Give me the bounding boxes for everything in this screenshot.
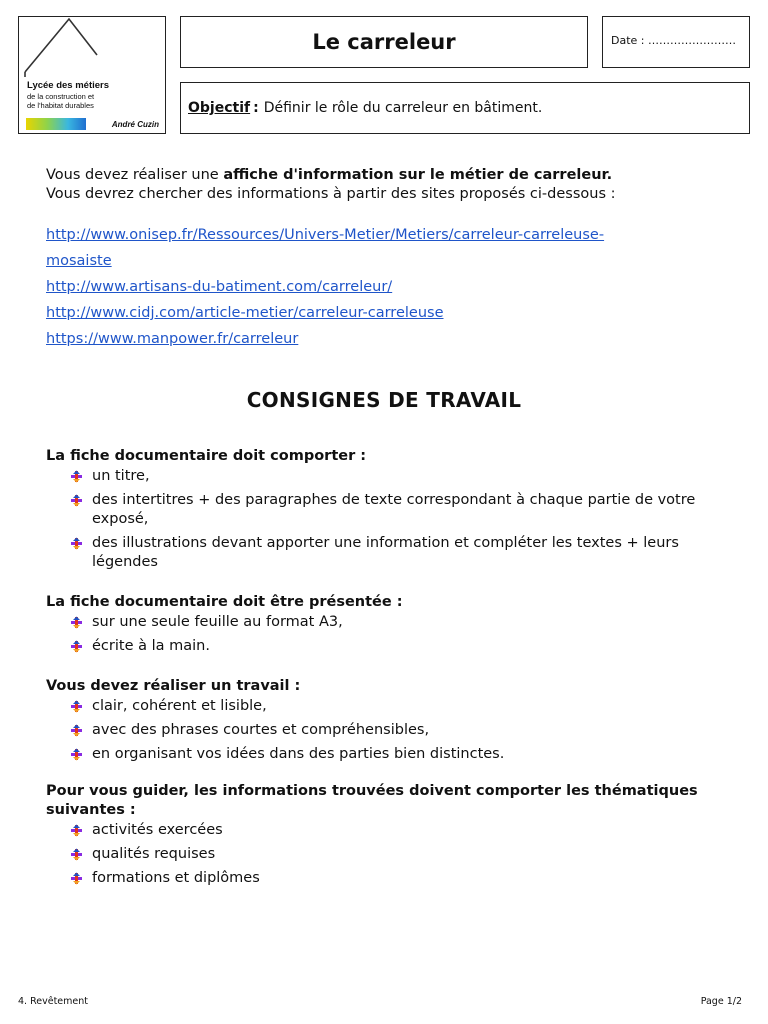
link-onisep[interactable]: http://www.onisep.fr/Ressources/Univers-Metier/Metiers/carreleur-carreleuse- (46, 227, 605, 243)
footer-page-number: Page 1/2 (700, 996, 742, 1007)
list-item (46, 869, 726, 888)
section-title: Vous devez réaliser un travail : (46, 678, 301, 694)
bullet-arrow-icon (70, 824, 83, 837)
footer-left: 4. Revêtement (18, 996, 88, 1007)
objective-label: Objectif (188, 100, 251, 116)
list-item-text: des intertitres + des paragraphes de texte correspondant à chaque partie de votre exposé, (92, 492, 696, 527)
bullet-arrow-icon (70, 616, 83, 629)
section-heading: CONSIGNES DE TRAVAIL (246, 388, 522, 412)
link-list (46, 222, 604, 352)
bullet-list (46, 697, 726, 764)
list-item-text: en organisant vos idées dans des parties bien distinctes. (92, 746, 505, 762)
logo-line-3: de l'habitat durables (27, 101, 94, 110)
school-logo (18, 16, 166, 134)
list-item (46, 491, 726, 529)
list-item (46, 821, 726, 840)
link-onisep-continued[interactable]: mosaiste (46, 253, 112, 269)
list-item-text: clair, cohérent et lisible, (92, 698, 267, 714)
section-title: La fiche documentaire doit comporter : (46, 448, 367, 464)
link-cidj[interactable]: http://www.cidj.com/article-metier/carreleur-carreleuse (46, 305, 444, 321)
link-manpower[interactable]: https://www.manpower.fr/carreleur (46, 331, 299, 347)
list-item (46, 697, 726, 716)
intro-bold-text: affiche d'information sur le métier de carreleur. (223, 167, 613, 183)
intro-line-2: Vous devrez chercher des informations à partir des sites proposés ci-dessous : (46, 186, 616, 202)
bullet-arrow-icon (70, 700, 83, 713)
objective-box (180, 82, 750, 134)
list-item-text: avec des phrases courtes et compréhensibles, (92, 722, 430, 738)
section-title: La fiche documentaire doit être présentée : (46, 594, 403, 610)
date-label: Date : …………………… (611, 34, 736, 47)
bullet-arrow-icon (70, 537, 83, 550)
objective-colon: : (253, 100, 259, 116)
intro-line-1 (46, 166, 616, 185)
list-item (46, 467, 726, 486)
section-work (46, 677, 726, 769)
house-roof-icon (19, 17, 165, 133)
bullet-arrow-icon (70, 640, 83, 653)
section-title: Pour vous guider, les informations trouvées doivent comporter les thématiques suivantes : (46, 783, 698, 818)
list-item-text: sur une seule feuille au format A3, (92, 614, 343, 630)
bullet-list (46, 467, 726, 572)
bullet-list (46, 821, 726, 888)
bullet-arrow-icon (70, 748, 83, 761)
list-item-text: activités exercées (92, 822, 223, 838)
list-item-text: des illustrations devant apporter une information et compléter les textes + leurs légendes (92, 535, 679, 570)
bullet-arrow-icon (70, 724, 83, 737)
bullet-arrow-icon (70, 470, 83, 483)
bullet-list (46, 613, 726, 656)
list-item (46, 613, 726, 632)
logo-line-2: de la construction et (27, 92, 95, 101)
intro-text-1: Vous devez réaliser une (46, 167, 224, 183)
list-item-text: formations et diplômes (92, 870, 260, 886)
list-item (46, 745, 726, 764)
link-artisans[interactable]: http://www.artisans-du-batiment.com/carreleur/ (46, 279, 393, 295)
bullet-arrow-icon (70, 872, 83, 885)
list-item-text: écrite à la main. (92, 638, 210, 654)
section-content (46, 447, 726, 577)
objective-text: Définir le rôle du carreleur en bâtiment. (263, 100, 543, 116)
bullet-arrow-icon (70, 848, 83, 861)
list-item (46, 534, 726, 572)
list-item (46, 637, 726, 656)
date-box (602, 16, 750, 68)
intro-paragraph (46, 166, 616, 204)
logo-author: André Cuzin (111, 120, 159, 129)
list-item (46, 845, 726, 864)
section-presentation (46, 593, 726, 661)
logo-color-bar (26, 118, 86, 130)
list-item-text: qualités requises (92, 846, 216, 862)
list-item-text: un titre, (92, 468, 150, 484)
title-box (180, 16, 588, 68)
page-title: Le carreleur (312, 30, 456, 54)
bullet-arrow-icon (70, 494, 83, 507)
logo-text (27, 80, 109, 110)
logo-line-1: Lycée des métiers (27, 80, 110, 91)
list-item (46, 721, 726, 740)
section-guide (46, 782, 726, 893)
